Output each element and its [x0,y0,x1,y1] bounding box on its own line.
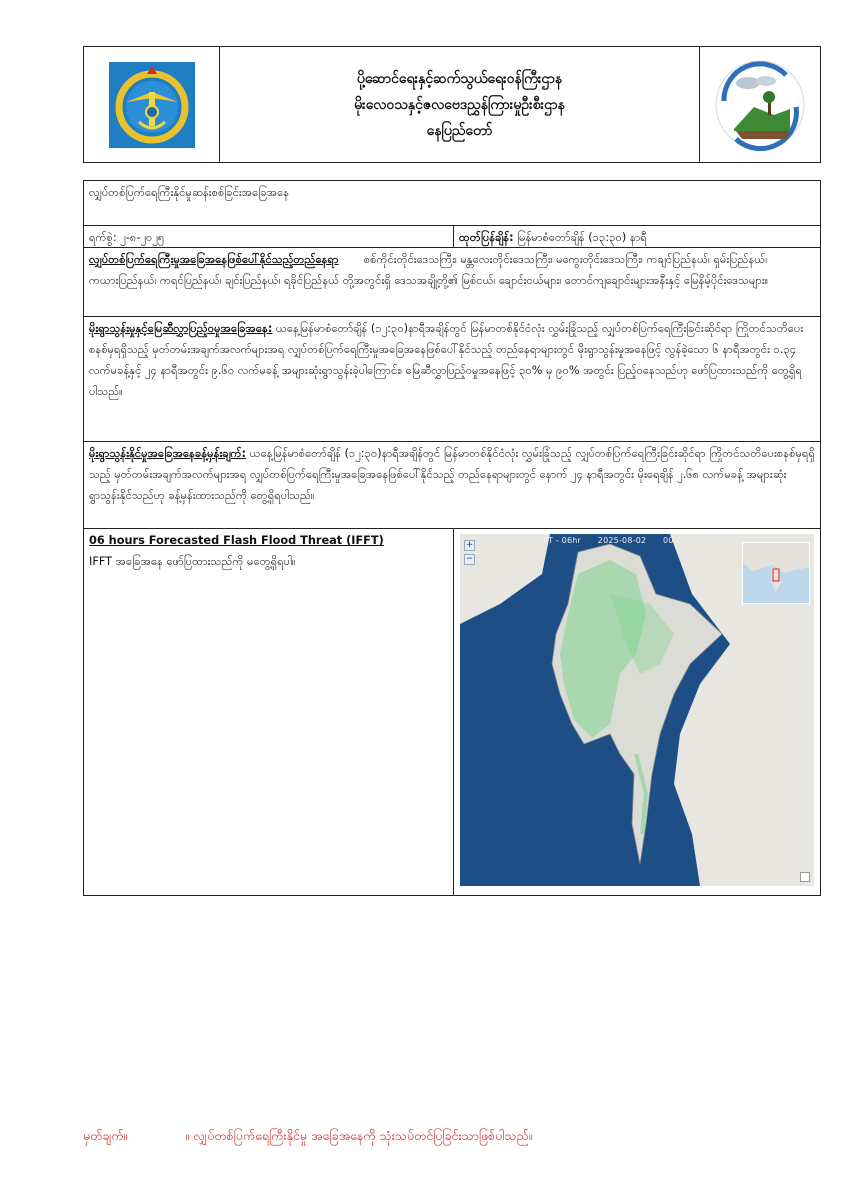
map-product-label: IFFT - 06hr [536,536,582,545]
zoom-in-button[interactable]: + [465,540,474,550]
ifft-text-cell [84,529,454,895]
dmh-emblem-icon [109,62,195,148]
section-body: စစ်ကိုင်းတိုင်းဒေသကြီး၊ မန္တလေးတိုင်းဒေသကြီး၊ မကွေးတိုင်းဒေသကြီး၊ ကချင်ပြည်နယ်၊ ရှမ်းပြည်နယ်၊ ကယားပြည်နယ်၊ ကရင်ပြည်နယ်၊ ချင်းပြည်နယ်၊ ရခိုင်ပြည်နယ် တို့အတွင်းရှိ ဒေသအချို့တို့၏ မြစ်ငယ်၊ ချောင်းငယ်များ၊ တောင်ကျချောင်းများအနီးနှင့် မြေနိမ့်ပိုင်းဒေသများ။ [89,253,769,287]
map-title [536,536,720,545]
section-body: ယနေ့မြန်မာစံတော်ချိန် (၁၂:၃၀)နာရီအချိန်တွင် မြန်မာတစ်နိုင်ငံလုံး လွှမ်းခြုံသည့် လျှပ်တစ်ပြက်ရေကြီးခြင်းဆိုင်ရာ ကြိုတင်သတိပေးစနစ်မှရရှိသည့် မှတ်တမ်းအချက်အလက်များအရ လျှပ်တစ်ပြက်ရေကြီးမှုအခြေအနေဖြစ်ပေါ်နိုင်သည့် တည်နေရာများတွင် မိုးရွာသွန်းမှုအနေဖြင့် လွန်ခဲ့သော ၆ နာရီအတွင်း ၁.၃၄ လက်မခန့်နှင့် ၂၄ နာရီအတွင်း ၉.၆၀ လက်မခန့် အများဆုံးရွာသွန်းခဲ့ပါကြောင်း၊ မြေဆီလွှာပြည့်ဝမှုအနေဖြင့် ၃၀% မှ ၉၀% အတွင်း ပြည့်ဝနေသည်ဟု ဖော်ပြထားသည်ကို တွေ့ရှိရပါသည်။ [89,322,804,398]
zoom-out-button[interactable]: − [465,554,474,564]
footer-note [83,1128,532,1147]
header-title-line: နေပြည်တော် [426,122,493,139]
rainfall-forecast-section [84,442,820,529]
date-cell [84,226,454,247]
report-heading: လျှပ်တစ်ပြက်ရေကြီးနိုင်မှုဆန်းစစ်ခြင်းအခြေအနေ [89,186,290,199]
issue-time-value: မြန်မာစံတော်ချိန် (၁၃:၃၀) နာရီ [517,231,647,244]
footer-note-label: မှတ်ချက်။ [83,1128,128,1143]
footer-note-text: ။ လျှပ်တစ်ပြက်ရေကြီးနိုင်မှု အခြေအနေကို သုံးသပ်တင်ပြခြင်းသာဖြစ်ပါသည်။ [185,1128,533,1143]
ifft-row [84,529,820,895]
ifft-body: IFFT အခြေအနေ ဖော်ပြထားသည်ကို မတွေ့ရှိရပါ။ [89,555,296,568]
header-box [83,46,821,163]
issue-time-label: ထုတ်ပြန်ချိန်: [459,231,514,244]
ifft-title: 06 hours Forecasted Flash Flood Threat (IFFT) [89,534,384,547]
inset-map-graphic [743,543,809,603]
map-time-label: 00:00 UTC [663,536,707,545]
header-title [220,47,699,162]
fullscreen-button[interactable] [800,872,810,882]
ifft-map[interactable] [460,534,814,886]
flash-flood-location-section [84,248,820,317]
section-title: မိုးရွာသွန်းနိုင်မှုအခြေအနေခန့်မှန်းချက်: [89,447,247,460]
date-label: ရက်စွဲ: ၂-၈-၂၀၂၅ [89,231,165,244]
right-logo-cell [699,47,820,162]
ifft-map-cell [454,529,820,895]
section-body: ယနေ့မြန်မာစံတော်ချိန် (၁၂:၃၀)နာရီအချိန်တွင် မြန်မာတစ်နိုင်ငံလုံး လွှမ်းခြုံသည့် လျှပ်တစ်ပြက်ရေကြီးခြင်းဆိုင်ရာ ကြိုတင်သတိပေးစနစ်မှရရှိသည့် မှတ်တမ်းအချက်အလက်များအရ လျှပ်တစ်ပြက်ရေကြီးမှုအခြေအနေဖြစ်ပေါ်နိုင်သည့် တည်နေရာများတွင် နောက် ၂၄ နာရီအတွင်း မိုးရေချိန် ၂.၆၈ လက်မခန့် အများဆုံး ရွာသွန်းနိုင်သည်ဟု ခန့်မှန်းထားသည်ကို တွေ့ရှိရပါသည်။ [89,447,815,502]
map-date-label: 2025-08-02 [597,536,647,545]
issue-time-cell [454,226,820,247]
hydrology-cycle-icon [714,59,806,151]
rainfall-soil-section [84,317,820,442]
date-row [84,226,820,248]
overview-inset-map[interactable] [742,542,810,604]
report-table [83,180,821,896]
header-title-line: မိုးလေဝသနှင့်ဇလဗေဒညွှန်ကြားမှုဦးစီးဌာန [354,96,565,113]
section-title: လျှပ်တစ်ပြက်ရေကြီးမှုအခြေအနေဖြစ်ပေါ်နိုင်သည့်တည်နေရာ [89,253,339,266]
left-logo-cell [84,47,220,162]
header-title-line: ပို့ဆောင်ရေးနှင့်ဆက်သွယ်ရေးဝန်ကြီးဌာန [356,70,563,87]
report-heading-row [84,181,820,226]
section-title: မိုးရွာသွန်းမှုနှင့်မြေဆီလွှာပြည့်ဝမှုအခြေအနေ: [89,322,273,335]
